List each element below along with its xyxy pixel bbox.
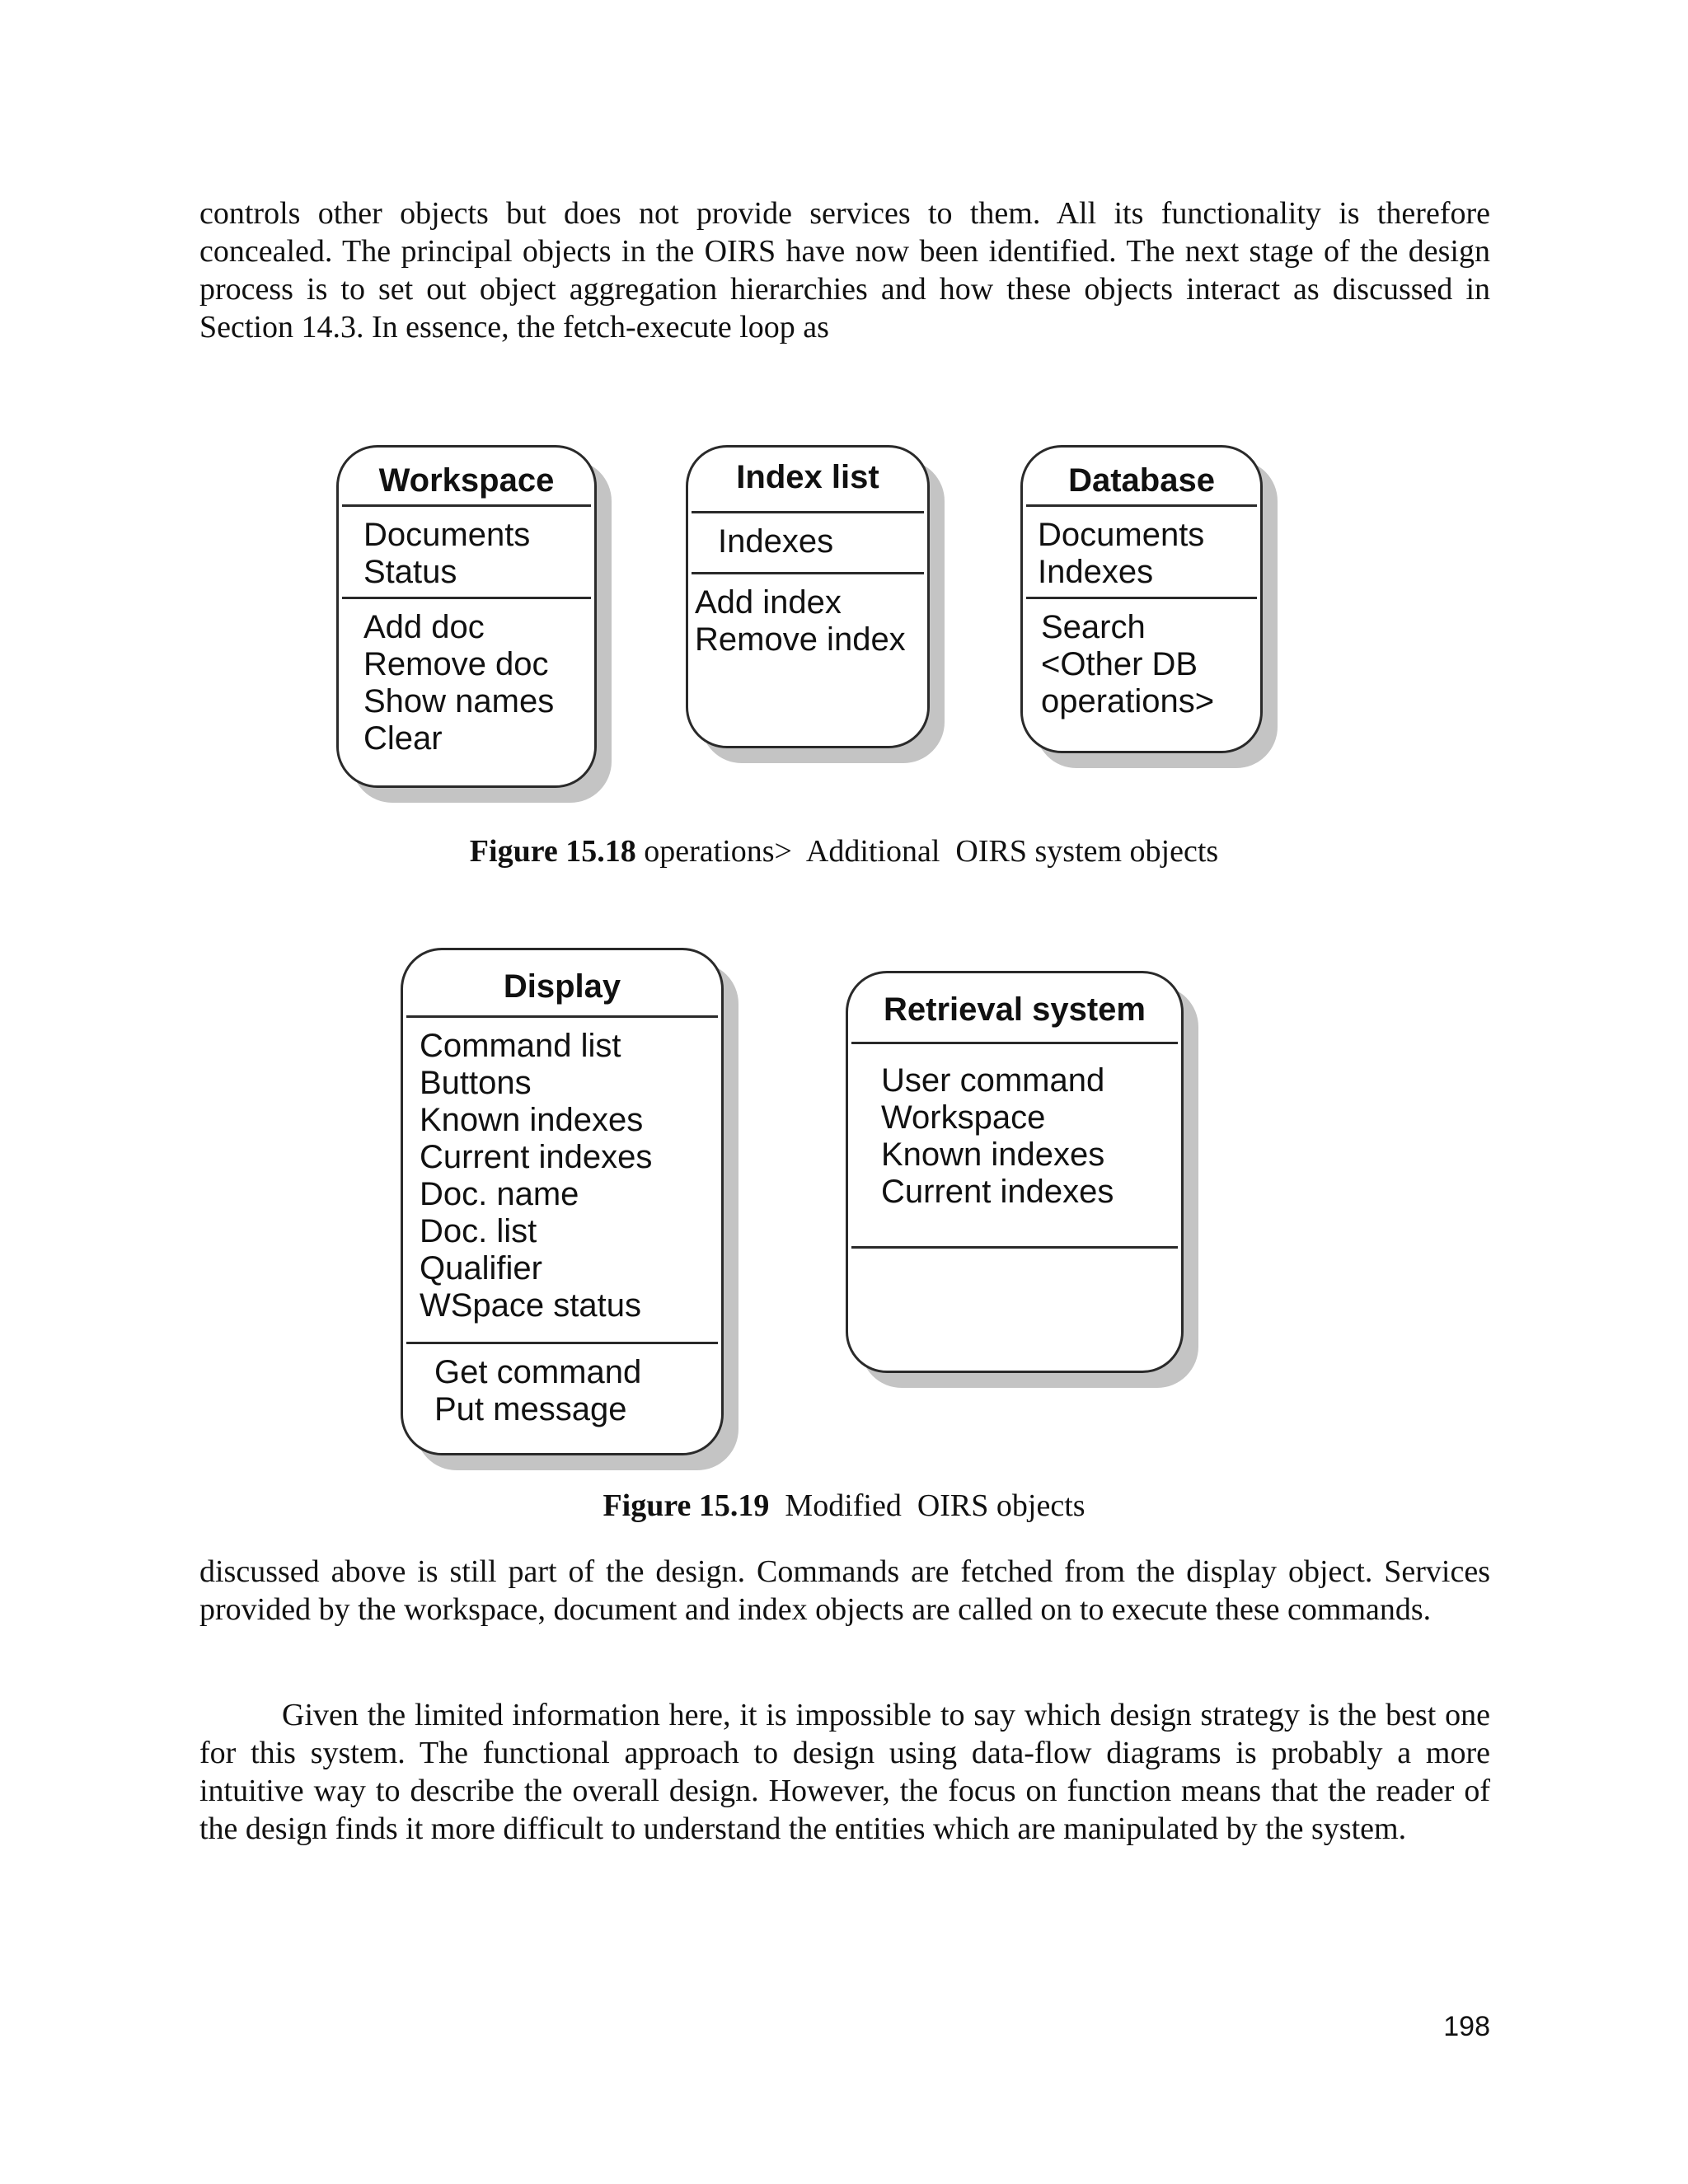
retrieval-system-attribute: Workspace — [881, 1099, 1046, 1136]
index-list-attribute: Indexes — [718, 523, 834, 560]
retrieval-system-attribute: User command — [881, 1062, 1105, 1099]
display-attribute: WSpace status — [420, 1287, 642, 1324]
database-operation: operations> — [1041, 683, 1215, 719]
database-title: Database — [1026, 448, 1257, 507]
figure-15-19-caption-text: Modified OIRS objects — [769, 1488, 1085, 1523]
index-list-operation: Add index — [695, 584, 842, 621]
workspace-title: Workspace — [342, 448, 591, 507]
workspace-operation: Clear — [363, 720, 443, 757]
retrieval-system-attribute: Known indexes — [881, 1137, 1105, 1173]
display-attributes — [406, 1018, 718, 1344]
index-list-title: Index list — [692, 448, 924, 513]
figure-15-18-label: Figure 15.18 — [469, 834, 636, 869]
display-operation: Put message — [434, 1391, 627, 1427]
database-operation: <Other DB — [1041, 646, 1198, 682]
index-list-attributes — [692, 513, 924, 574]
workspace-operation: Remove doc — [363, 646, 549, 682]
paragraph-design-strategy: Given the limited information here, it is impossible to say which design strategy is the best one for this system. The functional approach to design using data-flow diagrams is probably a more intuitive way to describe the overall design. However, the focus on function means that the reader of the design finds it more difficult to understand the entities which are manipulated by the system. — [199, 1698, 1490, 1846]
retrieval-system-object-box — [846, 971, 1184, 1373]
retrieval-system-attributes — [851, 1044, 1178, 1249]
display-attribute: Current indexes — [420, 1139, 653, 1175]
database-attribute: Indexes — [1038, 554, 1154, 590]
workspace-attribute: Documents — [363, 517, 531, 553]
database-object-box — [1020, 445, 1263, 753]
paragraph-commands: discussed above is still part of the design. Commands are fetched from the display object. Services provided by the workspace, document and index objects are called on to execute these commands. — [199, 1554, 1490, 1627]
figure-15-18-caption — [0, 832, 1688, 870]
index-list-object-box — [686, 445, 930, 748]
index-list-operations — [692, 574, 924, 668]
paragraph-intro: controls other objects but does not provide services to them. All its functionality is therefore concealed. The principal objects in the OIRS have now been identified. The next stage of the design process is to set out object aggregation hierarchies and how these objects interact as discussed in Section 14.3. In essence, the fetch-execute loop as — [199, 196, 1490, 344]
database-operation: Search — [1041, 609, 1146, 645]
database-attributes — [1026, 507, 1257, 599]
figure-15-19-caption — [0, 1487, 1688, 1525]
index-list-operation: Remove index — [695, 621, 906, 658]
workspace-attribute: Status — [363, 554, 457, 590]
display-attribute: Doc. list — [420, 1213, 537, 1249]
display-attribute: Buttons — [420, 1065, 532, 1101]
display-operation: Get command — [434, 1354, 642, 1390]
workspace-operation: Add doc — [363, 609, 485, 645]
display-operations — [406, 1344, 718, 1438]
retrieval-system-title: Retrieval system — [851, 973, 1178, 1044]
display-title: Display — [406, 950, 718, 1018]
display-object-box — [401, 948, 724, 1455]
workspace-operation: Show names — [363, 683, 555, 719]
display-attribute: Doc. name — [420, 1176, 579, 1212]
retrieval-system-operations — [851, 1249, 1178, 1268]
workspace-attributes — [342, 507, 591, 599]
display-attribute: Known indexes — [420, 1102, 644, 1138]
database-operations — [1026, 599, 1257, 730]
display-attribute: Command list — [420, 1028, 621, 1064]
figure-15-19-label: Figure 15.19 — [603, 1488, 770, 1523]
workspace-operations — [342, 599, 591, 767]
database-attribute: Documents — [1038, 517, 1205, 553]
page-number: 198 — [1443, 2011, 1490, 2042]
display-attribute: Qualifier — [420, 1250, 542, 1286]
retrieval-system-attribute: Current indexes — [881, 1174, 1114, 1210]
workspace-object-box — [336, 445, 597, 788]
figure-15-18-caption-text: operations> Additional OIRS system objects — [635, 834, 1219, 869]
